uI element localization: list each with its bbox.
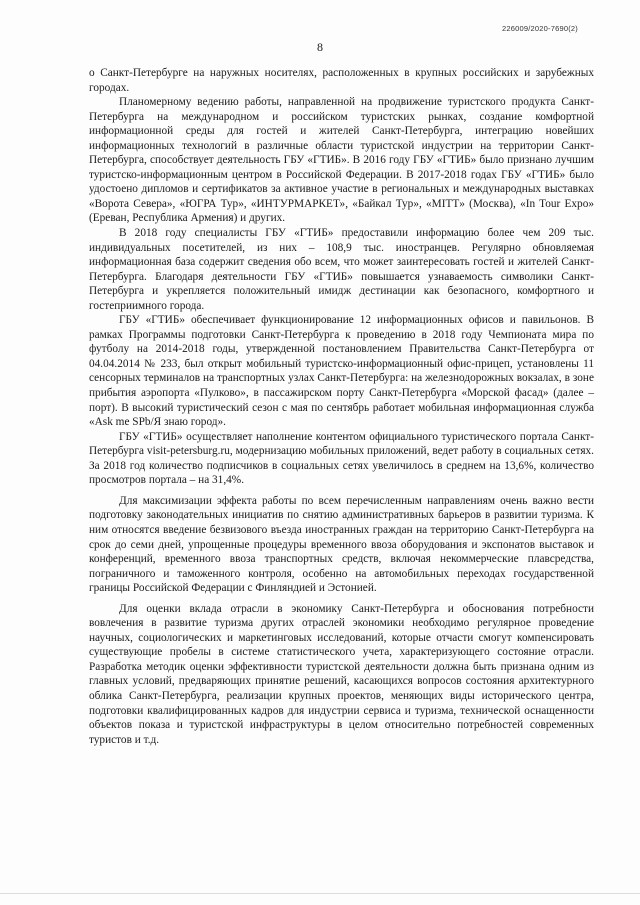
paragraph-2018-visitors: В 2018 году специалисты ГБУ «ГТИБ» предоставили информацию более чем 209 тыс. индивидуальных посетителей, из них – 108,9 тыс. иностранцев. Регулярно обновляемая информационная база содержит сведения обо всем, что может заинтересовать гостей и жителей Санкт-Петербурга. Благодаря деятельности ГБУ «ГТИБ» повышается узнаваемость символики Санкт-Петербурга и укрепляется положительный имидж дестинации как безопасного, комфортного и гостеприимного города. [89, 227, 594, 312]
scan-bottom-edge [0, 893, 640, 894]
document-registration-number: 226009/2020-7690(2) [502, 24, 578, 33]
paragraph-gtib-activity: Планомерному ведению работы, направленной на продвижение туристского продукта Санкт-Петербурга на международном и российском туристских рынках, создание комфортной информационной среды для гостей и жителей Санкт-Петербурга, интеграцию новейших информационных технологий в различные области туристской индустрии на территории Санкт-Петербурга, способствует деятельность ГБУ «ГТИБ». В 2016 году ГБУ «ГТИБ» было признано лучшим туристско-информационным центром в Российской Федерации. В 2017-2018 годах ГБУ «ГТИБ» было удостоено дипломов и сертификатов за активное участие в региональных и международных выставках «Ворота Севера», «ЮГРА Тур», «ИНТУРМАРКЕТ», «Байкал Тур», «МITT» (Москва), «In Tour Expo» (Ереван, Республика Армения) и других. [89, 96, 594, 225]
paragraph-portal-content: ГБУ «ГТИБ» осуществляет наполнение контентом официального туристического портала Санкт-Петербурга visit-petersburg.ru, модернизацию мобильных приложений, ведет работу в социальных сетях. За 2018 год количество подписчиков в социальных сетях увеличилось в среднем на 13,6%, количество просмотров портала – на 31,4%. [89, 430, 594, 487]
document-body [89, 66, 594, 747]
paragraph-legislative-initiatives: Для максимизации эффекта работы по всем перечисленным направлениям очень важно вести подготовку законодательных инициатив по снятию административных барьеров в развитии туризма. К ним относятся введение безвизового въезда иностранных граждан на территорию Санкт-Петербурга на срок до семи дней, упрощенные процедуры временного ввоза оборудования и экспонатов выставок и конференций, временного ввоза транспортных средств, включая некоммерческие плавсредства, пограничного и таможенного контроля, особенно на автомобильных переходах государственной границы Российской Федерации с Финляндией и Эстонией. [89, 494, 594, 595]
paragraph-continuation: о Санкт-Петербурге на наружных носителях, расположенных в крупных российских и зарубежных городах. [89, 67, 594, 94]
page-number: 8 [317, 40, 323, 54]
paragraph-info-offices: ГБУ «ГТИБ» обеспечивает функционирование 12 информационных офисов и павильонов. В рамках Программы подготовки Санкт-Петербурга к проведению в 2018 году Чемпионата мира по футболу на 2014-2018 годы, утвержденной постановлением Правительства Санкт-Петербурга от 04.04.2014 № 233, был открыт мобильный туристско-информационный офис-прицеп, установлены 11 сенсорных терминалов на транспортных узлах Санкт-Петербурга: на железнодорожных вокзалах, в зоне прибытия аэропорта «Пулково», в пассажирском порту Санкт-Петербурга «Морской фасад» (далее – порт). В высокий туристический сезон с мая по сентябрь работает мобильная информационная служба «Ask me SPb/Я знаю город». [89, 314, 594, 429]
paragraph-industry-assessment: Для оценки вклада отрасли в экономику Санкт-Петербурга и обоснования потребности вовлечения в развитие туризма других отраслей экономики необходимо регулярное проведение научных, социологических и маркетинговых исследований, которые отчасти смогут компенсировать существующие пробелы в системе статистического учета, характеризующего состояние отрасли. Разработка методик оценки эффективности туристской деятельности должна быть признана одним из главных условий, предваряющих принятие решений, касающихся вопросов состояния архитектурного облика Санкт-Петербурга, реализации крупных проектов, меняющих виды исторического центра, подготовки квалифицированных кадров для индустрии сервиса и туризма, технической оснащенности объектов показа и туристской инфраструктуры в целом относительно потребностей современных туристов и т.д. [89, 602, 594, 746]
